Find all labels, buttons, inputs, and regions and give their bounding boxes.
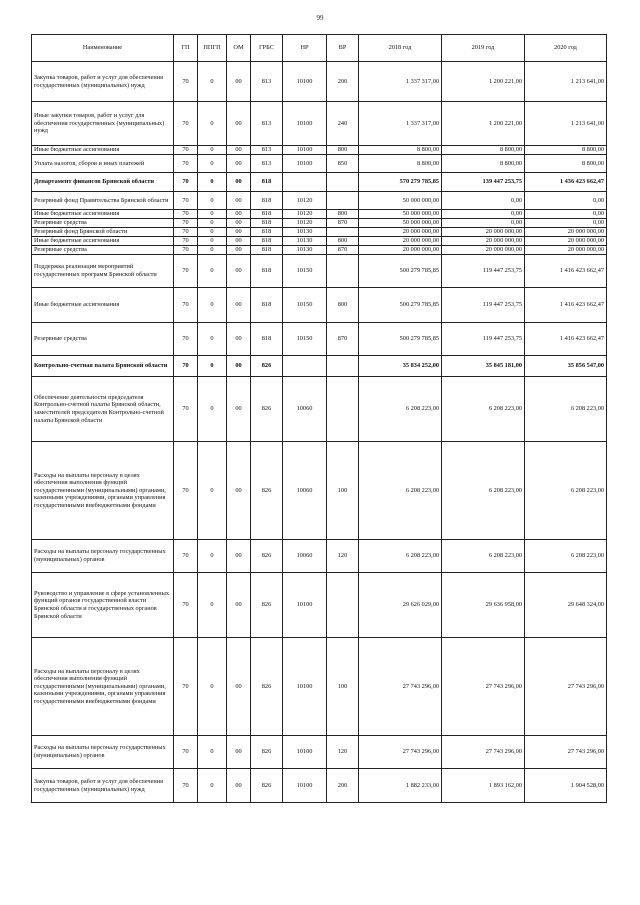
table-row bbox=[32, 356, 607, 377]
row-2019-cell: 6 208 223,00 bbox=[442, 442, 525, 540]
row-vr-cell: 200 bbox=[327, 62, 359, 102]
row-nr-cell: 10120 bbox=[283, 219, 327, 228]
table-row bbox=[32, 192, 607, 210]
column-header-2018: 2018 год bbox=[359, 35, 442, 62]
row-grbs-cell: 826 bbox=[251, 442, 283, 540]
row-gp-cell: 70 bbox=[174, 638, 198, 736]
row-2019-cell: 29 636 958,00 bbox=[442, 573, 525, 638]
table-row bbox=[32, 769, 607, 803]
row-gp-cell: 70 bbox=[174, 356, 198, 377]
row-2019-cell: 0,00 bbox=[442, 210, 525, 219]
row-ppgp-cell: 0 bbox=[198, 769, 227, 803]
row-2019-cell: 20 000 000,00 bbox=[442, 246, 525, 255]
row-om-cell: 00 bbox=[227, 540, 251, 573]
row-name-cell: Иные бюджетные ассигнования bbox=[32, 288, 174, 323]
row-om-cell: 00 bbox=[227, 288, 251, 323]
row-vr-cell bbox=[327, 192, 359, 210]
row-ppgp-cell: 0 bbox=[198, 288, 227, 323]
row-gp-cell: 70 bbox=[174, 769, 198, 803]
row-grbs-cell: 818 bbox=[251, 246, 283, 255]
row-vr-cell bbox=[327, 173, 359, 192]
row-name-cell: Иные закупки товаров, работ и услуг для обеспечения государственных (муниципальных) нужд bbox=[32, 102, 174, 146]
row-2020-cell: 29 648 324,00 bbox=[525, 573, 607, 638]
row-name-cell: Закупка товаров, работ и услуг для обеспечения государственных (муниципальных) нужд bbox=[32, 62, 174, 102]
row-vr-cell bbox=[327, 573, 359, 638]
row-2020-cell: 1 436 423 662,47 bbox=[525, 173, 607, 192]
row-nr-cell: 10100 bbox=[283, 736, 327, 769]
row-2018-cell: 8 800,00 bbox=[359, 155, 442, 173]
row-ppgp-cell: 0 bbox=[198, 228, 227, 237]
row-om-cell: 00 bbox=[227, 769, 251, 803]
row-2020-cell: 27 743 296,00 bbox=[525, 736, 607, 769]
row-grbs-cell: 813 bbox=[251, 102, 283, 146]
row-2019-cell: 27 743 296,00 bbox=[442, 736, 525, 769]
row-grbs-cell: 818 bbox=[251, 192, 283, 210]
row-nr-cell: 10100 bbox=[283, 102, 327, 146]
row-2019-cell: 0,00 bbox=[442, 192, 525, 210]
row-ppgp-cell: 0 bbox=[198, 540, 227, 573]
row-nr-cell: 10120 bbox=[283, 210, 327, 219]
row-name-cell: Департамент финансов Брянской области bbox=[32, 173, 174, 192]
row-2018-cell: 50 000 000,00 bbox=[359, 210, 442, 219]
table-row bbox=[32, 102, 607, 146]
row-2019-cell: 1 200 221,00 bbox=[442, 62, 525, 102]
row-2020-cell: 20 000 000,00 bbox=[525, 237, 607, 246]
row-2019-cell: 20 000 000,00 bbox=[442, 228, 525, 237]
row-nr-cell: 10150 bbox=[283, 255, 327, 288]
row-gp-cell: 70 bbox=[174, 237, 198, 246]
row-gp-cell: 70 bbox=[174, 736, 198, 769]
row-vr-cell bbox=[327, 377, 359, 442]
row-2018-cell: 1 337 317,00 bbox=[359, 102, 442, 146]
row-name-cell: Расходы на выплаты персоналу государственных (муниципальных) органов bbox=[32, 736, 174, 769]
column-header-nr: НР bbox=[283, 35, 327, 62]
row-2019-cell: 27 743 296,00 bbox=[442, 638, 525, 736]
row-name-cell: Обеспечение деятельности председателя Контрольно-счетной палаты Брянской области, заместителей председателя Контрольно-счетной палаты Брянской области bbox=[32, 377, 174, 442]
row-vr-cell: 800 bbox=[327, 288, 359, 323]
table-row bbox=[32, 573, 607, 638]
row-name-cell: Контрольно-счетная палата Брянской области bbox=[32, 356, 174, 377]
table-row bbox=[32, 146, 607, 155]
row-name-cell: Поддержка реализации мероприятий государственных программ Брянской области bbox=[32, 255, 174, 288]
row-grbs-cell: 818 bbox=[251, 228, 283, 237]
row-2020-cell: 20 000 000,00 bbox=[525, 228, 607, 237]
row-2018-cell: 500 279 785,85 bbox=[359, 288, 442, 323]
row-gp-cell: 70 bbox=[174, 540, 198, 573]
row-ppgp-cell: 0 bbox=[198, 377, 227, 442]
row-grbs-cell: 818 bbox=[251, 210, 283, 219]
row-nr-cell: 10130 bbox=[283, 246, 327, 255]
row-2019-cell: 119 447 253,75 bbox=[442, 255, 525, 288]
row-om-cell: 00 bbox=[227, 356, 251, 377]
table-row bbox=[32, 377, 607, 442]
row-nr-cell: 10120 bbox=[283, 192, 327, 210]
row-ppgp-cell: 0 bbox=[198, 736, 227, 769]
row-om-cell: 00 bbox=[227, 442, 251, 540]
row-gp-cell: 70 bbox=[174, 155, 198, 173]
row-vr-cell: 870 bbox=[327, 246, 359, 255]
row-vr-cell bbox=[327, 356, 359, 377]
row-2020-cell: 1 213 641,00 bbox=[525, 62, 607, 102]
row-nr-cell bbox=[283, 356, 327, 377]
row-ppgp-cell: 0 bbox=[198, 255, 227, 288]
row-grbs-cell: 818 bbox=[251, 173, 283, 192]
row-gp-cell: 70 bbox=[174, 173, 198, 192]
column-header-grbs: ГРБС bbox=[251, 35, 283, 62]
row-2020-cell: 1 416 423 662,47 bbox=[525, 323, 607, 356]
row-name-cell: Расходы на выплаты персоналу в целях обеспечения выполнения функций государственными (муниципальными) органами, казенными учреждениями, органами управления государственными внебюджетными фондами bbox=[32, 638, 174, 736]
row-2018-cell: 8 800,00 bbox=[359, 146, 442, 155]
row-om-cell: 00 bbox=[227, 62, 251, 102]
table-row bbox=[32, 237, 607, 246]
row-gp-cell: 70 bbox=[174, 573, 198, 638]
row-2018-cell: 29 626 029,00 bbox=[359, 573, 442, 638]
row-om-cell: 00 bbox=[227, 736, 251, 769]
row-name-cell: Резервный фонд Правительства Брянской области bbox=[32, 192, 174, 210]
row-2018-cell: 27 743 296,00 bbox=[359, 736, 442, 769]
row-ppgp-cell: 0 bbox=[198, 356, 227, 377]
row-grbs-cell: 818 bbox=[251, 255, 283, 288]
row-ppgp-cell: 0 bbox=[198, 323, 227, 356]
row-vr-cell: 850 bbox=[327, 155, 359, 173]
row-2020-cell: 1 213 641,00 bbox=[525, 102, 607, 146]
column-header-vr: ВР bbox=[327, 35, 359, 62]
row-grbs-cell: 826 bbox=[251, 736, 283, 769]
row-om-cell: 00 bbox=[227, 155, 251, 173]
row-grbs-cell: 826 bbox=[251, 356, 283, 377]
table-row bbox=[32, 323, 607, 356]
row-grbs-cell: 813 bbox=[251, 155, 283, 173]
row-gp-cell: 70 bbox=[174, 146, 198, 155]
row-2020-cell: 6 208 223,00 bbox=[525, 377, 607, 442]
row-om-cell: 00 bbox=[227, 102, 251, 146]
row-2020-cell: 1 416 423 662,47 bbox=[525, 288, 607, 323]
row-2019-cell: 1 893 162,00 bbox=[442, 769, 525, 803]
row-vr-cell bbox=[327, 228, 359, 237]
row-gp-cell: 70 bbox=[174, 192, 198, 210]
row-ppgp-cell: 0 bbox=[198, 173, 227, 192]
row-2018-cell: 20 000 000,00 bbox=[359, 228, 442, 237]
row-2018-cell: 6 208 223,00 bbox=[359, 377, 442, 442]
row-gp-cell: 70 bbox=[174, 246, 198, 255]
row-2019-cell: 139 447 253,75 bbox=[442, 173, 525, 192]
row-nr-cell: 10150 bbox=[283, 323, 327, 356]
row-ppgp-cell: 0 bbox=[198, 155, 227, 173]
row-2020-cell: 8 800,00 bbox=[525, 155, 607, 173]
row-ppgp-cell: 0 bbox=[198, 638, 227, 736]
row-ppgp-cell: 0 bbox=[198, 246, 227, 255]
row-nr-cell: 10100 bbox=[283, 638, 327, 736]
row-name-cell: Руководство и управление в сфере установленных функций органов государственной власти Брянской области и государственных органов Брянской области bbox=[32, 573, 174, 638]
row-2020-cell: 35 856 547,00 bbox=[525, 356, 607, 377]
row-om-cell: 00 bbox=[227, 146, 251, 155]
row-2018-cell: 20 000 000,00 bbox=[359, 246, 442, 255]
row-2019-cell: 35 845 181,00 bbox=[442, 356, 525, 377]
row-2019-cell: 1 200 221,00 bbox=[442, 102, 525, 146]
row-2020-cell: 0,00 bbox=[525, 210, 607, 219]
row-2019-cell: 6 208 223,00 bbox=[442, 377, 525, 442]
row-vr-cell: 200 bbox=[327, 769, 359, 803]
row-nr-cell: 10100 bbox=[283, 62, 327, 102]
row-2018-cell: 50 000 000,00 bbox=[359, 192, 442, 210]
row-2018-cell: 1 337 317,00 bbox=[359, 62, 442, 102]
row-name-cell: Резервные средства bbox=[32, 246, 174, 255]
row-nr-cell bbox=[283, 173, 327, 192]
row-grbs-cell: 818 bbox=[251, 288, 283, 323]
row-grbs-cell: 813 bbox=[251, 146, 283, 155]
row-grbs-cell: 818 bbox=[251, 323, 283, 356]
row-om-cell: 00 bbox=[227, 219, 251, 228]
row-gp-cell: 70 bbox=[174, 102, 198, 146]
table-row bbox=[32, 638, 607, 736]
row-nr-cell: 10100 bbox=[283, 155, 327, 173]
table-row bbox=[32, 219, 607, 228]
table-row bbox=[32, 255, 607, 288]
table-row bbox=[32, 288, 607, 323]
column-header-2020: 2020 год bbox=[525, 35, 607, 62]
row-gp-cell: 70 bbox=[174, 255, 198, 288]
row-2020-cell: 0,00 bbox=[525, 219, 607, 228]
row-gp-cell: 70 bbox=[174, 228, 198, 237]
row-2018-cell: 1 882 233,00 bbox=[359, 769, 442, 803]
row-2018-cell: 500 279 785,85 bbox=[359, 323, 442, 356]
column-header-name: Наименование bbox=[32, 35, 174, 62]
row-vr-cell: 800 bbox=[327, 210, 359, 219]
column-header-2019: 2019 год bbox=[442, 35, 525, 62]
row-nr-cell: 10150 bbox=[283, 288, 327, 323]
row-ppgp-cell: 0 bbox=[198, 192, 227, 210]
column-header-ppgp: ППГП bbox=[198, 35, 227, 62]
row-2019-cell: 20 000 000,00 bbox=[442, 237, 525, 246]
row-2018-cell: 6 208 223,00 bbox=[359, 540, 442, 573]
row-vr-cell: 120 bbox=[327, 736, 359, 769]
row-name-cell: Иные бюджетные ассигнования bbox=[32, 237, 174, 246]
row-2020-cell: 0,00 bbox=[525, 192, 607, 210]
table-row bbox=[32, 736, 607, 769]
row-2018-cell: 570 279 785,85 bbox=[359, 173, 442, 192]
row-om-cell: 00 bbox=[227, 255, 251, 288]
row-2019-cell: 0,00 bbox=[442, 219, 525, 228]
row-ppgp-cell: 0 bbox=[198, 442, 227, 540]
row-om-cell: 00 bbox=[227, 237, 251, 246]
budget-table bbox=[31, 34, 607, 803]
row-ppgp-cell: 0 bbox=[198, 146, 227, 155]
row-om-cell: 00 bbox=[227, 638, 251, 736]
row-name-cell: Иные бюджетные ассигнования bbox=[32, 210, 174, 219]
row-nr-cell: 10100 bbox=[283, 146, 327, 155]
row-nr-cell: 10060 bbox=[283, 377, 327, 442]
row-om-cell: 00 bbox=[227, 210, 251, 219]
row-gp-cell: 70 bbox=[174, 288, 198, 323]
row-gp-cell: 70 bbox=[174, 377, 198, 442]
row-2018-cell: 27 743 296,00 bbox=[359, 638, 442, 736]
row-nr-cell: 10130 bbox=[283, 228, 327, 237]
row-vr-cell: 120 bbox=[327, 540, 359, 573]
row-om-cell: 00 bbox=[227, 323, 251, 356]
row-gp-cell: 70 bbox=[174, 210, 198, 219]
row-2018-cell: 50 000 000,00 bbox=[359, 219, 442, 228]
row-om-cell: 00 bbox=[227, 192, 251, 210]
row-vr-cell: 870 bbox=[327, 219, 359, 228]
row-2019-cell: 119 447 253,75 bbox=[442, 288, 525, 323]
row-name-cell: Резервный фонд Брянской области bbox=[32, 228, 174, 237]
row-gp-cell: 70 bbox=[174, 219, 198, 228]
row-name-cell: Иные бюджетные ассигнования bbox=[32, 146, 174, 155]
row-name-cell: Закупка товаров, работ и услуг для обеспечения государственных (муниципальных) нужд bbox=[32, 769, 174, 803]
row-2018-cell: 6 208 223,00 bbox=[359, 442, 442, 540]
row-grbs-cell: 826 bbox=[251, 769, 283, 803]
row-grbs-cell: 826 bbox=[251, 540, 283, 573]
row-gp-cell: 70 bbox=[174, 323, 198, 356]
row-2020-cell: 6 208 223,00 bbox=[525, 442, 607, 540]
table-row bbox=[32, 173, 607, 192]
row-nr-cell: 10060 bbox=[283, 442, 327, 540]
row-name-cell: Уплата налогов, сборов и иных платежей bbox=[32, 155, 174, 173]
row-2020-cell: 20 000 000,00 bbox=[525, 246, 607, 255]
row-ppgp-cell: 0 bbox=[198, 237, 227, 246]
row-2019-cell: 8 800,00 bbox=[442, 155, 525, 173]
row-name-cell: Расходы на выплаты персоналу государственных (муниципальных) органов bbox=[32, 540, 174, 573]
row-om-cell: 00 bbox=[227, 377, 251, 442]
row-2020-cell: 6 208 223,00 bbox=[525, 540, 607, 573]
row-ppgp-cell: 0 bbox=[198, 102, 227, 146]
row-grbs-cell: 826 bbox=[251, 638, 283, 736]
row-name-cell: Расходы на выплаты персоналу в целях обеспечения выполнения функций государственными (муниципальными) органами, казенными учреждениями, органами управления государственными внебюджетными фондами bbox=[32, 442, 174, 540]
row-om-cell: 00 bbox=[227, 228, 251, 237]
row-ppgp-cell: 0 bbox=[198, 62, 227, 102]
row-2019-cell: 6 208 223,00 bbox=[442, 540, 525, 573]
table-row bbox=[32, 246, 607, 255]
row-nr-cell: 10100 bbox=[283, 769, 327, 803]
row-grbs-cell: 818 bbox=[251, 237, 283, 246]
row-nr-cell: 10100 bbox=[283, 573, 327, 638]
row-ppgp-cell: 0 bbox=[198, 210, 227, 219]
row-2020-cell: 1 416 423 662,47 bbox=[525, 255, 607, 288]
row-ppgp-cell: 0 bbox=[198, 573, 227, 638]
column-header-gp: ГП bbox=[174, 35, 198, 62]
row-2020-cell: 8 800,00 bbox=[525, 146, 607, 155]
row-grbs-cell: 826 bbox=[251, 377, 283, 442]
page-number: 99 bbox=[316, 14, 324, 22]
row-name-cell: Резервные средства bbox=[32, 219, 174, 228]
row-vr-cell: 240 bbox=[327, 102, 359, 146]
row-2018-cell: 500 279 785,85 bbox=[359, 255, 442, 288]
row-2020-cell: 1 904 528,00 bbox=[525, 769, 607, 803]
table-row bbox=[32, 62, 607, 102]
column-header-om: ОМ bbox=[227, 35, 251, 62]
row-vr-cell: 100 bbox=[327, 638, 359, 736]
table-header-row bbox=[32, 35, 607, 62]
table-row bbox=[32, 155, 607, 173]
table-row bbox=[32, 540, 607, 573]
row-grbs-cell: 818 bbox=[251, 219, 283, 228]
row-2018-cell: 20 000 000,00 bbox=[359, 237, 442, 246]
row-vr-cell: 800 bbox=[327, 237, 359, 246]
row-ppgp-cell: 0 bbox=[198, 219, 227, 228]
row-gp-cell: 70 bbox=[174, 442, 198, 540]
row-vr-cell: 100 bbox=[327, 442, 359, 540]
row-vr-cell: 800 bbox=[327, 146, 359, 155]
row-om-cell: 00 bbox=[227, 246, 251, 255]
row-om-cell: 00 bbox=[227, 573, 251, 638]
row-vr-cell: 870 bbox=[327, 323, 359, 356]
row-nr-cell: 10060 bbox=[283, 540, 327, 573]
table-row bbox=[32, 228, 607, 237]
row-om-cell: 00 bbox=[227, 173, 251, 192]
row-grbs-cell: 826 bbox=[251, 573, 283, 638]
row-2020-cell: 27 743 296,00 bbox=[525, 638, 607, 736]
table-row bbox=[32, 210, 607, 219]
row-name-cell: Резервные средства bbox=[32, 323, 174, 356]
row-nr-cell: 10130 bbox=[283, 237, 327, 246]
row-2019-cell: 8 800,00 bbox=[442, 146, 525, 155]
row-vr-cell bbox=[327, 255, 359, 288]
row-2019-cell: 119 447 253,75 bbox=[442, 323, 525, 356]
row-2018-cell: 35 834 252,00 bbox=[359, 356, 442, 377]
table-row bbox=[32, 442, 607, 540]
row-gp-cell: 70 bbox=[174, 62, 198, 102]
row-grbs-cell: 813 bbox=[251, 62, 283, 102]
